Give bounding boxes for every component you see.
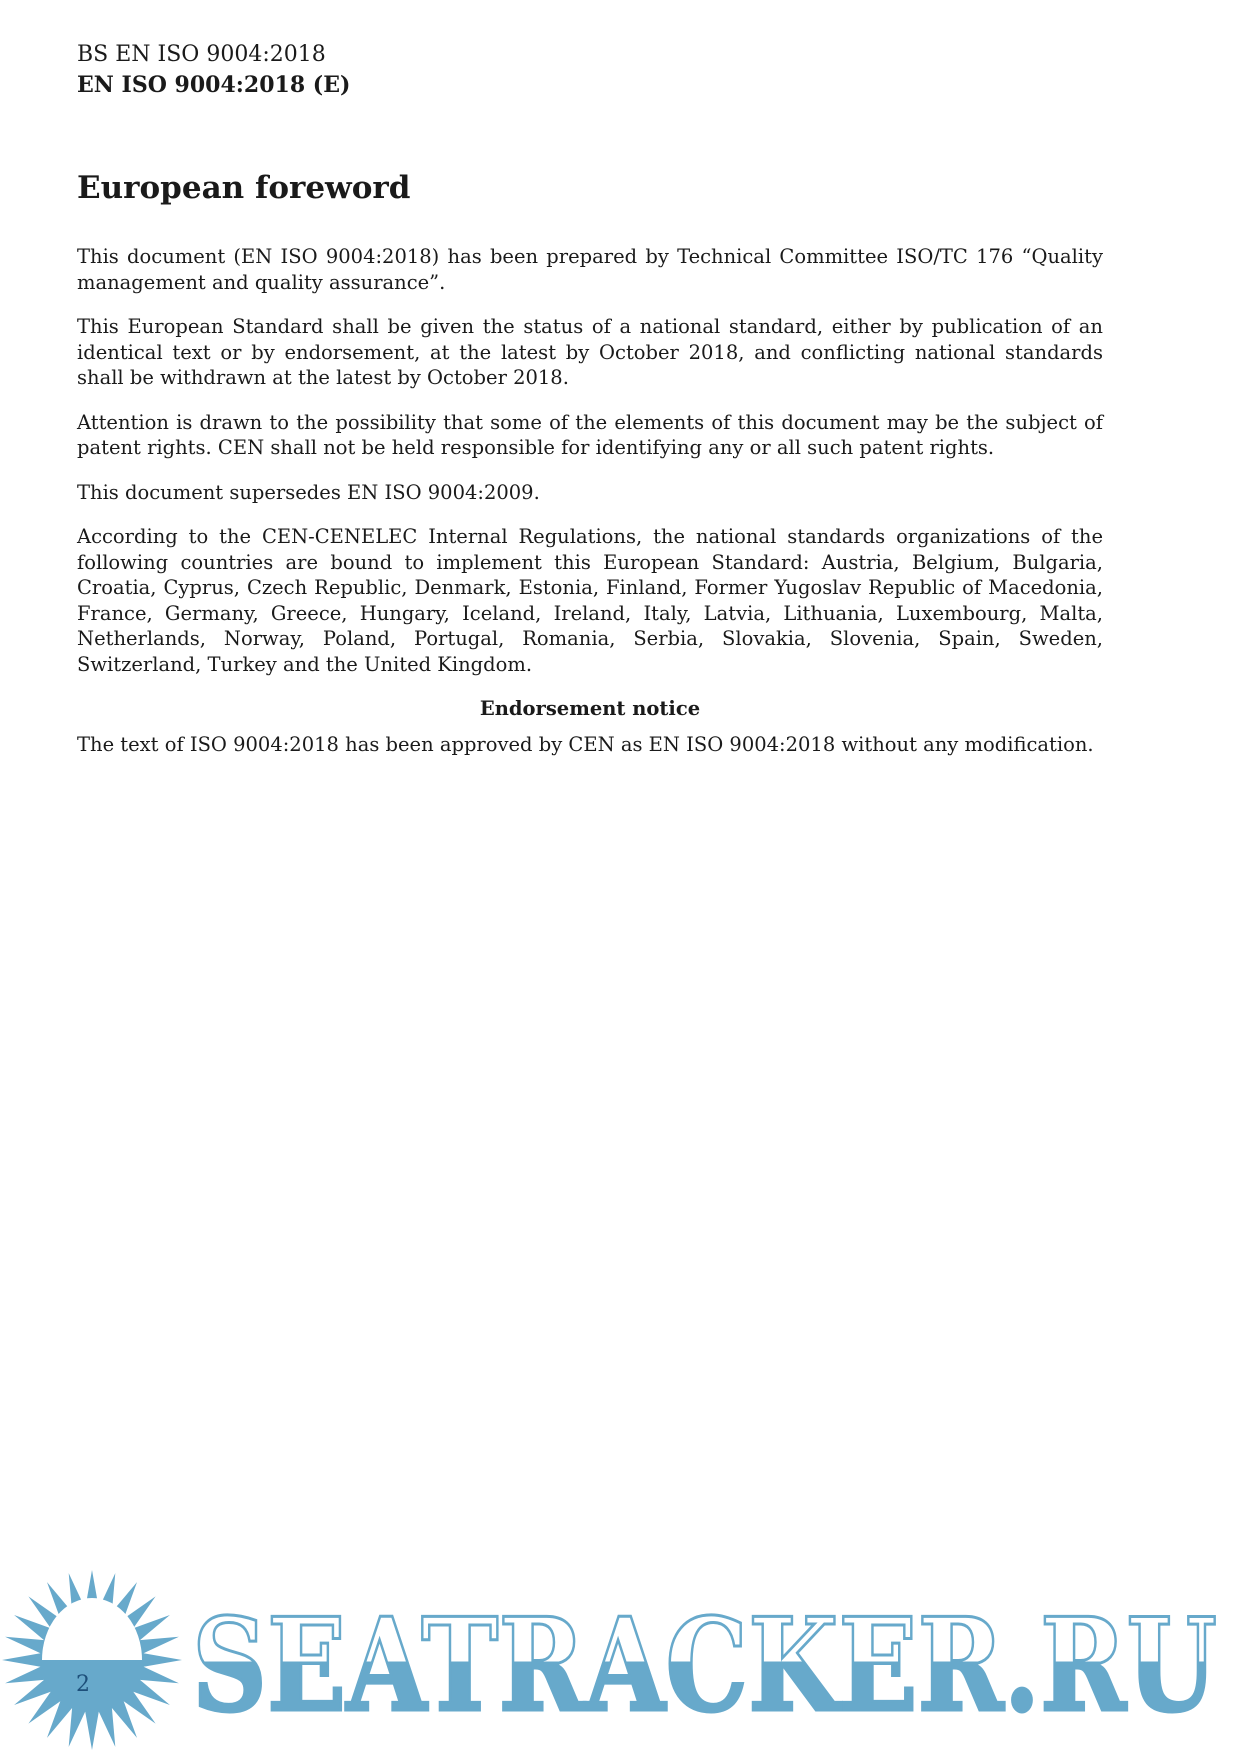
sun-icon — [2, 1570, 182, 1750]
document-header — [77, 40, 350, 100]
paragraph: According to the CEN-CENELEC Internal Regulations, the national standards organizations of the following countries are bound to implement this European Standard: Austria, Belgium, Bulgaria, Croatia, Cyprus, Czech Republic, Denmark, Estonia, Finland, Former Yugoslav Republic of Macedonia, France, Germany, Greece, Hungary, Iceland, Ireland, Italy, Latvia, Lithuania, Luxembourg, Malta, Netherlands, Norway, Poland, Portugal, Romania, Serbia, Slovakia, Slovenia, Spain, Sweden, Switzerland, Turkey and the United Kingdom. — [77, 525, 1103, 676]
paragraph: Attention is drawn to the possibility that some of the elements of this document may be the subject of patent rights. CEN shall not be held responsible for identifying any or all such patent rights. — [77, 410, 1103, 459]
foreword-body — [77, 244, 1103, 776]
watermark-text: SEATRACKER.RU — [192, 1591, 1217, 1741]
endorsement-text: The text of ISO 9004:2018 has been approved by CEN as EN ISO 9004:2018 without any modification. — [77, 732, 1094, 756]
bs-standard-id: BS EN ISO 9004:2018 — [77, 42, 326, 67]
paragraph: This European Standard shall be given the status of a national standard, either by publication of an identical text or by endorsement, at the latest by October 2018, and conflicting national standards shall be withdrawn at the latest by October 2018. — [77, 315, 1103, 389]
endorsement-heading: Endorsement notice — [479, 697, 701, 720]
page-title: European foreword — [77, 170, 411, 206]
watermark-logo — [0, 1560, 1240, 1752]
paragraph: This document supersedes EN ISO 9004:2009. — [77, 480, 540, 504]
page-number: 2 — [76, 1672, 90, 1697]
en-standard-id: EN ISO 9004:2018 (E) — [77, 72, 351, 98]
paragraph: This document (EN ISO 9004:2018) has been prepared by Technical Committee ISO/TC 176 “Quality management and quality assurance”. — [77, 245, 1103, 294]
